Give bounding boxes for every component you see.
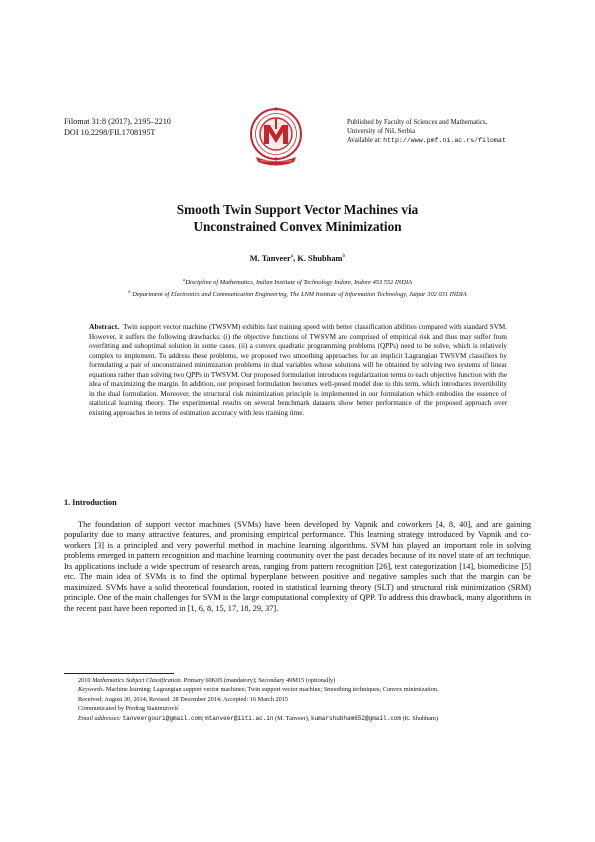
abstract-paragraph — [89, 322, 507, 418]
affiliation-marker: a — [183, 277, 186, 282]
keywords-text: . Machine learning; Lagrangian support vector machines; Twin support vector machine; Smoothing techniques; Convex minimization. — [102, 686, 439, 694]
footnote-emails — [64, 714, 531, 723]
email-owner: (K. Shubham) — [401, 714, 438, 722]
affiliation-marker: b — [128, 289, 131, 295]
msc-label: Mathematics Subject Classification — [92, 677, 181, 684]
journal-url-link[interactable]: http://www.pmf.ni.ac.rs/filomat — [383, 137, 506, 144]
publisher-line-2: University of Niš, Serbia — [347, 128, 415, 135]
title-line-1: Smooth Twin Support Vector Machines via — [176, 202, 419, 217]
publisher-line-1: Published by Faculty of Sciences and Mathematics, — [347, 119, 488, 126]
introduction-body — [64, 520, 531, 614]
paper-title — [0, 201, 595, 235]
author-name: M. Tanveer — [249, 253, 291, 263]
abstract-label: Abstract. — [89, 322, 120, 331]
msc-year: 2010 — [78, 677, 93, 684]
publisher-info — [347, 118, 506, 145]
keywords-label: Keywords — [78, 686, 103, 694]
affiliation-a — [0, 275, 595, 287]
availability-line — [347, 136, 506, 145]
affiliation-text: Discipline of Mathematics, Indian Institute of Technology Indore, Indore 453 552 INDIA — [185, 279, 412, 287]
footnote-received: Received: August 30, 2014; Revised: 28 December 2014; Accepted: 16 March 2015 — [78, 695, 289, 703]
footnote-msc — [64, 676, 531, 685]
journal-citation: Filomat 31:8 (2017), 2195–2210 — [64, 117, 171, 126]
email-separator: ; — [201, 714, 206, 722]
abstract — [89, 322, 507, 418]
email-label: Email addresses: — [78, 714, 121, 722]
footnote-keywords — [64, 685, 531, 694]
journal-header — [64, 117, 171, 138]
msc-text: . Primary 60K05 (mandatory); Secondary 49M15 (optionally) — [180, 677, 336, 684]
author-name: K. Shubham — [297, 253, 343, 263]
available-label: Available at: — [347, 137, 384, 144]
doi: DOI 10.2298/FIL1708195T — [64, 127, 156, 137]
email-link[interactable]: mtanveer@iiti.ac.in — [205, 714, 274, 722]
footnotes — [64, 676, 531, 723]
email-link[interactable]: kumarshubham652@gmail.com — [310, 714, 401, 722]
title-line-2: Unconstrained Convex Minimization — [193, 219, 402, 234]
affiliations — [0, 275, 595, 299]
abstract-text: Twin support vector machine (TWSVM) exhibits fast training speed with better classification abilities compared with standard SVM. However, it suffers the following drawbacks: (i) the objective functions of TWSVM are comprised of empirical risk and thus may suffer from overfitting and suboptimal solution in some cases. (ii) a convex quadratic programming problems (QPPs) need to be solve, which is relatively complex to implement. To address these problems, we proposed two smoothing approaches for an implicit Lagrangian TWSVM classifiers by formulating a pair of unconstrained minimization problems in dual variables whose solutions will be obtained by solving two systems of linear equations rather than solving two QPPs in TWSVM. Our proposed formulation introduces regularization terms to each objective function with the idea of maximizing the margin. In addition, our proposed formulation becomes well-posed model due to this term, which introduces invertibility in the dual formulation. Moreover, the structural risk minimization principle is implemented in our formulation which embodies the essence of statistical learning theory. The experimental results on several benchmark datasets show better performance of the proposed approach over existing approaches in terms of estimation accuracy with less training time. — [89, 323, 507, 417]
footnote-divider — [64, 673, 174, 674]
body-paragraph: The foundation of support vector machines (SVMs) have been developed by Vapnik and coworkers [4, 8, 40], and are gaining popularity due to many attractive features, and promising empirical performance. This learning strategy introduced by Vapnik and co-workers [3] is a principled and very powerful method in machine learning algorithms. SVM has played an important role in solving problems emerged in pattern recognition and machine learning community over the past decades because of its novel state of art technique. Its applications include a wide spectrum of research areas, ranging from pattern recognition [26], text categorization [14], biomedicine [5] etc. The main idea of SVMs is to find the optimal hyperplane between positive and negative samples such that the margin can be maximized. SVMs have a solid theoretical foundation, rooted in statistical learning theory (SLT) and structural risk minimization (SRM) principle. One of the main challenges for SVM is the large computational complexity of QPP. To address this drawback, many algorithms in the recent past have been reported in [1, 6, 8, 15, 17, 18, 29, 37]. — [64, 520, 531, 613]
university-seal-logo — [248, 101, 304, 177]
authors — [0, 253, 595, 263]
email-owner: (M. Tanveer), — [273, 714, 311, 722]
affiliation-marker: a — [290, 253, 294, 259]
footnote-communicated: Communicated by Predrag Stanimirović — [78, 705, 179, 713]
author-separator: , — [293, 253, 298, 263]
affiliation-marker: b — [342, 253, 346, 259]
affiliation-text: Department of Electronics and Communication Engineering, The LNM Institute of Information Technology, Jaipur 302 031 INDIA — [132, 291, 467, 299]
affiliation-b — [0, 287, 595, 299]
email-link[interactable]: tanveergouri@gmail.com — [122, 714, 202, 722]
section-heading-introduction: 1. Introduction — [64, 498, 117, 507]
